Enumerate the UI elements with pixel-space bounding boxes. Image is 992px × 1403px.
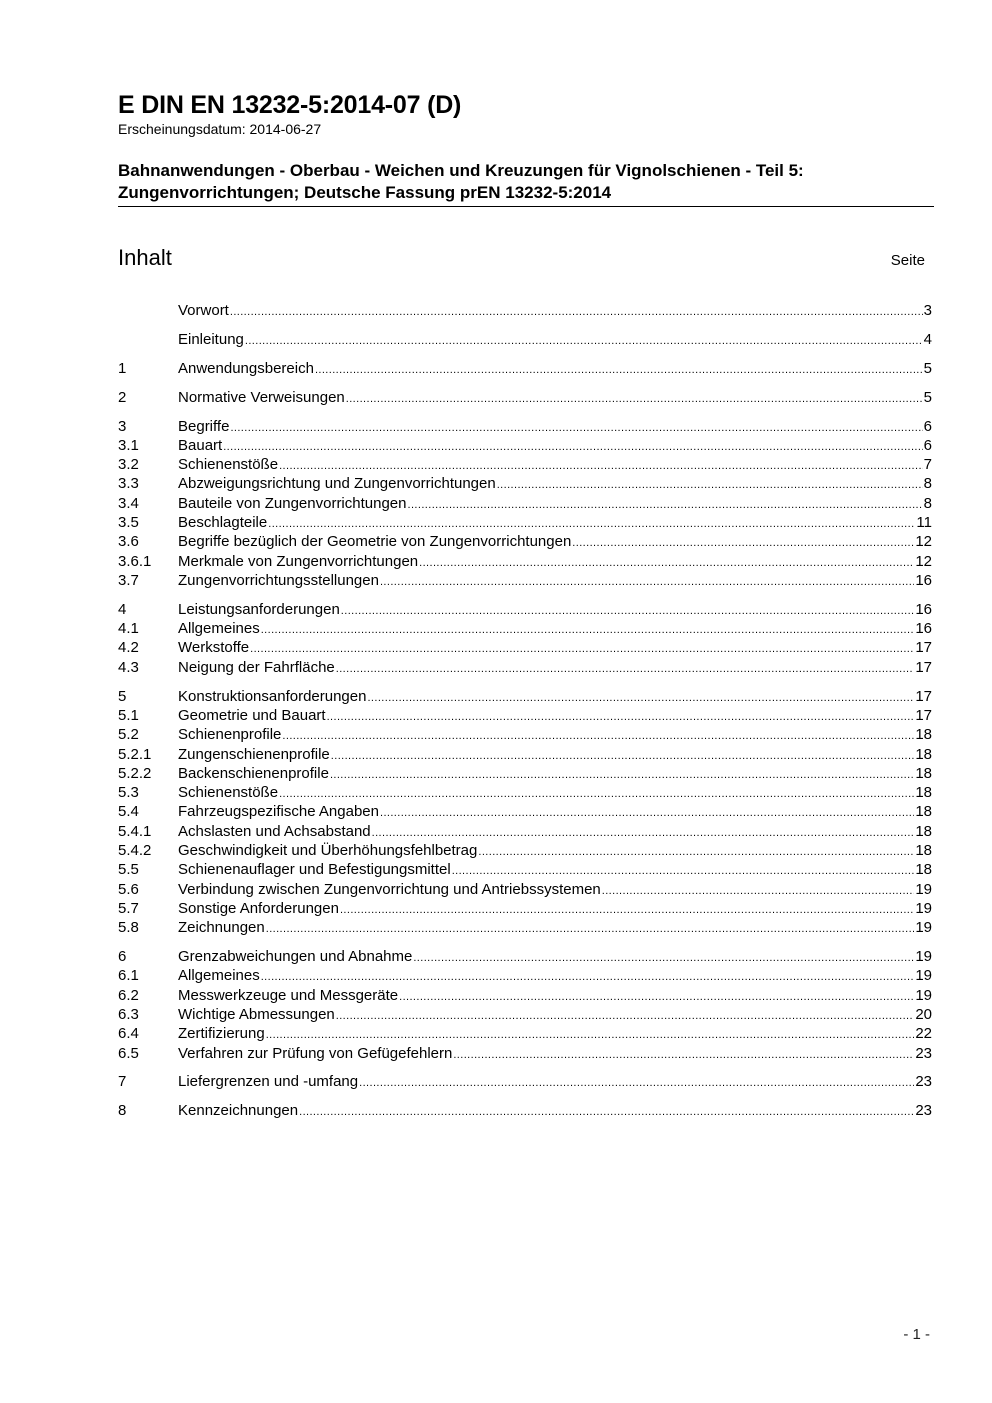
toc-dot-leader bbox=[282, 727, 914, 746]
toc-entry[interactable] bbox=[118, 532, 932, 551]
toc-entry-number: 5.1 bbox=[118, 706, 139, 724]
toc-entry[interactable] bbox=[118, 301, 932, 320]
toc-entry-number: 5 bbox=[118, 687, 127, 705]
toc-entry-label: Zeichnungen bbox=[178, 919, 265, 937]
toc-entry-label: Allgemeines bbox=[178, 967, 260, 985]
toc-entry[interactable] bbox=[118, 947, 932, 966]
toc-entry-label: Schienenauflager und Befestigungsmittel bbox=[178, 861, 451, 879]
toc-entry-number: 4.1 bbox=[118, 620, 139, 638]
toc-entry[interactable] bbox=[118, 764, 932, 783]
toc-entry[interactable] bbox=[118, 880, 932, 899]
toc-entry-number: 4.2 bbox=[118, 639, 139, 657]
toc-entry[interactable] bbox=[118, 359, 932, 378]
toc-entry-label: Messwerkzeuge und Messgeräte bbox=[178, 986, 399, 1004]
toc-entry-label: Grenzabweichungen und Abnahme bbox=[178, 948, 413, 966]
toc-entry[interactable] bbox=[118, 802, 932, 821]
toc-entry-label: Werkstoffe bbox=[178, 639, 250, 657]
toc-dot-leader bbox=[399, 988, 914, 1007]
toc-entry-page: 6 bbox=[923, 436, 932, 454]
toc-entry[interactable] bbox=[118, 706, 932, 725]
toc-group bbox=[118, 1101, 932, 1120]
toc-entry-number: 8 bbox=[118, 1102, 127, 1120]
toc-entry-page: 23 bbox=[915, 1073, 932, 1091]
toc-entry[interactable] bbox=[118, 822, 932, 841]
toc-entry[interactable] bbox=[118, 417, 932, 436]
toc-entry-page: 18 bbox=[915, 841, 932, 859]
toc-entry-label: Backenschienenprofile bbox=[178, 764, 329, 782]
toc-entry[interactable] bbox=[118, 494, 932, 513]
toc-entry[interactable] bbox=[118, 860, 932, 879]
toc-entry-number: 6 bbox=[118, 948, 127, 966]
toc-group bbox=[118, 687, 932, 938]
toc-entry-page: 18 bbox=[915, 803, 932, 821]
toc-entry-label: Sonstige Anforderungen bbox=[178, 899, 339, 917]
toc-entry-page: 16 bbox=[915, 600, 932, 618]
toc-dot-leader bbox=[250, 640, 914, 659]
toc-entry-number: 6.3 bbox=[118, 1005, 139, 1023]
toc-entry-number: 5.7 bbox=[118, 899, 139, 917]
toc-entry-label: Verbindung zwischen Zungenvorrichtung und Antriebssystemen bbox=[178, 880, 601, 898]
toc-entry[interactable] bbox=[118, 658, 932, 677]
toc-entry-page: 19 bbox=[915, 919, 932, 937]
toc-entry-label: Zungenvorrichtungsstellungen bbox=[178, 571, 379, 589]
toc-heading: Inhalt bbox=[118, 245, 172, 270]
toc-entry-label: Geometrie und Bauart bbox=[178, 706, 326, 724]
toc-entry-number: 5.6 bbox=[118, 880, 139, 898]
toc-entry-label: Geschwindigkeit und Überhöhungsfehlbetrag bbox=[178, 841, 478, 859]
toc-entry-number: 5.2.1 bbox=[118, 745, 152, 763]
toc-dot-leader bbox=[327, 708, 915, 727]
toc-entry-label: Kennzeichnungen bbox=[178, 1102, 299, 1120]
toc-entry-label: Zungenschienenprofile bbox=[178, 745, 330, 763]
toc-entry-page: 17 bbox=[915, 687, 932, 705]
toc-entry-page: 19 bbox=[915, 967, 932, 985]
toc-entry-label: Begriffe bbox=[178, 417, 230, 435]
toc-dot-leader bbox=[223, 438, 922, 457]
toc-entry-page: 16 bbox=[915, 571, 932, 589]
toc-dot-leader bbox=[336, 1007, 915, 1026]
toc-entry-page: 19 bbox=[915, 986, 932, 1004]
toc-entry-number: 5.4.1 bbox=[118, 822, 152, 840]
toc-entry-label: Bauteile von Zungenvorrichtungen bbox=[178, 494, 407, 512]
toc-dot-leader bbox=[331, 747, 915, 766]
toc-entry-page: 12 bbox=[915, 533, 932, 551]
toc-entry-number: 3.7 bbox=[118, 571, 139, 589]
toc-entry[interactable] bbox=[118, 918, 932, 937]
toc-dot-leader bbox=[341, 602, 915, 621]
toc-dot-leader bbox=[478, 843, 914, 862]
toc-entry-label: Wichtige Abmessungen bbox=[178, 1005, 335, 1023]
toc-group bbox=[118, 947, 932, 1063]
toc-dot-leader bbox=[497, 476, 923, 495]
toc-entry-number: 6.5 bbox=[118, 1044, 139, 1062]
toc-entry-page: 19 bbox=[915, 880, 932, 898]
toc-dot-leader bbox=[299, 1103, 914, 1122]
toc-entry-label: Anwendungsbereich bbox=[178, 359, 314, 377]
title-divider bbox=[118, 206, 934, 207]
toc-entry[interactable] bbox=[118, 638, 932, 657]
toc-page-column-label: Seite bbox=[890, 252, 925, 269]
toc-entry[interactable] bbox=[118, 330, 932, 349]
toc-entry-number: 5.2.2 bbox=[118, 764, 152, 782]
toc-entry-number: 3.6 bbox=[118, 533, 139, 551]
toc-dot-leader bbox=[230, 303, 923, 322]
toc-dot-leader bbox=[336, 660, 915, 679]
toc-entry-label: Neigung der Fahrfläche bbox=[178, 658, 335, 676]
toc-entry[interactable] bbox=[118, 1101, 932, 1120]
toc-entry[interactable] bbox=[118, 1024, 932, 1043]
toc-entry-number: 3.2 bbox=[118, 456, 139, 474]
toc-group bbox=[118, 301, 932, 320]
toc-dot-leader bbox=[408, 496, 923, 515]
toc-entry-page: 12 bbox=[915, 552, 932, 570]
toc-entry-label: Bauart bbox=[178, 436, 223, 454]
table-of-contents bbox=[118, 301, 932, 1130]
toc-entry-label: Fahrzeugspezifische Angaben bbox=[178, 803, 379, 821]
toc-entry-number: 6.1 bbox=[118, 967, 139, 985]
toc-entry[interactable] bbox=[118, 1072, 932, 1091]
toc-entry-label: Achslasten und Achsabstand bbox=[178, 822, 371, 840]
toc-entry-page: 17 bbox=[915, 639, 932, 657]
toc-dot-leader bbox=[346, 390, 923, 409]
toc-entry-page: 18 bbox=[915, 822, 932, 840]
toc-entry-number: 6.2 bbox=[118, 986, 139, 1004]
toc-entry-page: 4 bbox=[923, 330, 932, 348]
toc-entry-number: 5.5 bbox=[118, 861, 139, 879]
toc-dot-leader bbox=[245, 332, 923, 351]
toc-dot-leader bbox=[413, 949, 914, 968]
toc-entry[interactable] bbox=[118, 841, 932, 860]
toc-dot-leader bbox=[602, 882, 915, 901]
toc-entry-page: 19 bbox=[915, 948, 932, 966]
toc-entry-label: Abzweigungsrichtung und Zungenvorrichtungen bbox=[178, 475, 496, 493]
publication-date: Erscheinungsdatum: 2014-06-27 bbox=[118, 121, 322, 137]
toc-entry-number: 3.6.1 bbox=[118, 552, 152, 570]
toc-dot-leader bbox=[230, 419, 922, 438]
toc-entry[interactable] bbox=[118, 513, 932, 532]
toc-entry-page: 22 bbox=[915, 1025, 932, 1043]
toc-entry-number: 5.4 bbox=[118, 803, 139, 821]
toc-dot-leader bbox=[266, 920, 915, 939]
toc-entry[interactable] bbox=[118, 986, 932, 1005]
toc-entry[interactable] bbox=[118, 571, 932, 590]
toc-entry-number: 4 bbox=[118, 600, 127, 618]
toc-entry-page: 6 bbox=[923, 417, 932, 435]
toc-entry-page: 18 bbox=[915, 861, 932, 879]
toc-group bbox=[118, 600, 932, 677]
toc-entry-label: Leistungsanforderungen bbox=[178, 600, 340, 618]
toc-entry-number: 3.3 bbox=[118, 475, 139, 493]
toc-entry-page: 23 bbox=[915, 1044, 932, 1062]
toc-entry-label: Beschlagteile bbox=[178, 514, 268, 532]
toc-entry-number: 3.1 bbox=[118, 436, 139, 454]
toc-entry-label: Einleitung bbox=[178, 330, 244, 348]
toc-entry-page: 17 bbox=[915, 706, 932, 724]
toc-entry-page: 11 bbox=[916, 514, 932, 532]
toc-entry-page: 18 bbox=[915, 784, 932, 802]
toc-entry[interactable] bbox=[118, 600, 932, 619]
toc-entry-number: 5.2 bbox=[118, 726, 139, 744]
toc-dot-leader bbox=[261, 621, 915, 640]
toc-entry[interactable] bbox=[118, 899, 932, 918]
toc-entry[interactable] bbox=[118, 455, 932, 474]
toc-entry-number: 4.3 bbox=[118, 658, 139, 676]
toc-entry-page: 3 bbox=[923, 302, 932, 319]
toc-entry-label: Vorwort bbox=[178, 302, 229, 319]
toc-entry-page: 5 bbox=[923, 388, 932, 406]
toc-dot-leader bbox=[315, 361, 923, 380]
toc-entry[interactable] bbox=[118, 474, 932, 493]
toc-entry-page: 18 bbox=[915, 726, 932, 744]
toc-entry[interactable] bbox=[118, 1044, 932, 1063]
toc-dot-leader bbox=[340, 901, 914, 920]
toc-entry-label: Normative Verweisungen bbox=[178, 388, 345, 406]
toc-entry-label: Merkmale von Zungenvorrichtungen bbox=[178, 552, 419, 570]
toc-dot-leader bbox=[380, 804, 914, 823]
toc-group bbox=[118, 330, 932, 349]
toc-dot-leader bbox=[380, 573, 914, 592]
toc-entry-number: 5.3 bbox=[118, 784, 139, 802]
toc-entry-page: 18 bbox=[915, 745, 932, 763]
toc-entry[interactable] bbox=[118, 552, 932, 571]
toc-dot-leader bbox=[367, 689, 914, 708]
toc-entry-number: 3 bbox=[118, 417, 127, 435]
toc-entry-number: 5.4.2 bbox=[118, 841, 152, 859]
toc-entry-label: Verfahren zur Prüfung von Gefügefehlern bbox=[178, 1044, 453, 1062]
toc-entry[interactable] bbox=[118, 1005, 932, 1024]
toc-entry-label: Konstruktionsanforderungen bbox=[178, 687, 367, 705]
toc-entry[interactable] bbox=[118, 783, 932, 802]
toc-entry-number: 3.4 bbox=[118, 494, 139, 512]
toc-entry[interactable] bbox=[118, 725, 932, 744]
toc-entry-number: 2 bbox=[118, 388, 127, 406]
toc-entry[interactable] bbox=[118, 388, 932, 407]
toc-entry-number: 3.5 bbox=[118, 514, 139, 532]
toc-entry[interactable] bbox=[118, 619, 932, 638]
toc-entry-label: Zertifizierung bbox=[178, 1025, 265, 1043]
toc-group bbox=[118, 1072, 932, 1091]
toc-entry-page: 5 bbox=[923, 359, 932, 377]
toc-group bbox=[118, 388, 932, 407]
toc-entry-page: 8 bbox=[923, 494, 932, 512]
toc-dot-leader bbox=[359, 1074, 914, 1093]
toc-entry-label: Schienenstöße bbox=[178, 784, 279, 802]
toc-entry-page: 16 bbox=[915, 620, 932, 638]
toc-dot-leader bbox=[453, 1046, 914, 1065]
toc-entry-page: 8 bbox=[923, 475, 932, 493]
toc-entry-label: Begriffe bezüglich der Geometrie von Zungenvorrichtungen bbox=[178, 533, 572, 551]
toc-entry-page: 23 bbox=[915, 1102, 932, 1120]
toc-entry[interactable] bbox=[118, 966, 932, 985]
page-number: - 1 - bbox=[903, 1326, 930, 1343]
toc-entry[interactable] bbox=[118, 436, 932, 455]
toc-dot-leader bbox=[572, 534, 914, 553]
toc-entry-label: Liefergrenzen und -umfang bbox=[178, 1073, 359, 1091]
document-id: E DIN EN 13232-5:2014-07 (D) bbox=[118, 91, 462, 119]
toc-entry-page: 19 bbox=[915, 899, 932, 917]
document-title: Bahnanwendungen - Oberbau - Weichen und Kreuzungen für Vignolschienen - Teil 5: Zungenvorrichtungen; Deutsche Fassung prEN 13232-5:2014 bbox=[118, 161, 804, 202]
toc-entry[interactable] bbox=[118, 745, 932, 764]
toc-entry-page: 7 bbox=[923, 456, 932, 474]
toc-entry-label: Schienenstöße bbox=[178, 456, 279, 474]
toc-group bbox=[118, 417, 932, 591]
toc-entry-page: 18 bbox=[915, 764, 932, 782]
toc-entry-label: Allgemeines bbox=[178, 620, 260, 638]
toc-entry-number: 6.4 bbox=[118, 1025, 139, 1043]
toc-dot-leader bbox=[330, 766, 914, 785]
toc-dot-leader bbox=[419, 554, 914, 573]
toc-entry-number: 5.8 bbox=[118, 919, 139, 937]
toc-entry-page: 20 bbox=[915, 1005, 932, 1023]
toc-entry-number: 7 bbox=[118, 1073, 127, 1091]
toc-entry[interactable] bbox=[118, 687, 932, 706]
toc-entry-page: 17 bbox=[915, 658, 932, 676]
toc-entry-number: 1 bbox=[118, 359, 127, 377]
toc-group bbox=[118, 359, 932, 378]
toc-entry-label: Schienenprofile bbox=[178, 726, 282, 744]
